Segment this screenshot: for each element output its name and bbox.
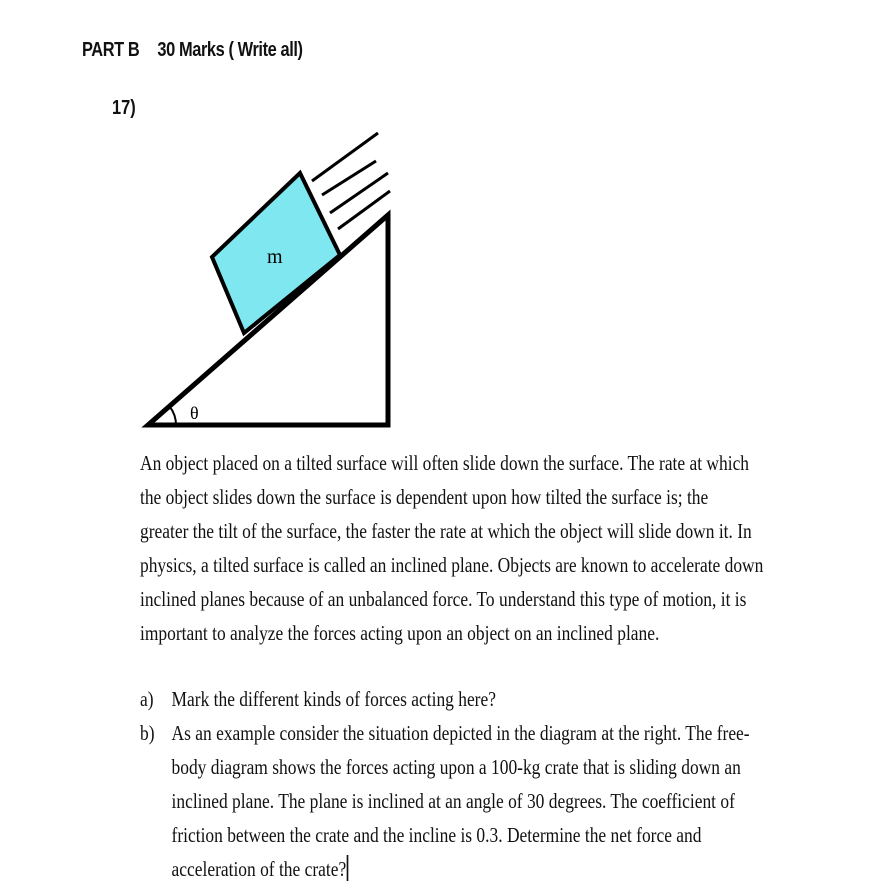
sub-question-line: friction between the crate and the incline is 0.3. Determine the net force and	[171, 823, 702, 847]
sub-question-a	[140, 682, 800, 716]
part-label: PART B	[82, 39, 140, 61]
sub-question-line: inclined plane. The plane is inclined at an angle of 30 degrees. The coefficient of	[171, 789, 735, 813]
mass-label: m	[267, 246, 283, 268]
question-paragraph	[140, 446, 800, 650]
angle-label: θ	[190, 403, 199, 423]
sub-question-b	[140, 716, 800, 886]
sub-question-line: body diagram shows the forces acting upon a 100-kg crate that is sliding down an	[171, 755, 741, 779]
text-cursor	[347, 855, 349, 881]
incline-diagram	[140, 125, 400, 435]
sub-question-text: acceleration of the crate?	[171, 857, 347, 881]
sub-question-line: As an example consider the situation depicted in the diagram at the right. The free-	[171, 721, 750, 745]
paragraph-line: inclined planes because of an unbalanced force. To understand this type of motion, it is	[140, 587, 747, 611]
question-number: 17)	[112, 97, 136, 119]
section-header	[82, 39, 303, 62]
marks-label: 30 Marks ( Write all)	[157, 39, 303, 61]
sub-question-line: Mark the different kinds of forces acting here?	[171, 687, 496, 711]
sub-questions	[140, 682, 800, 886]
paragraph-line: An object placed on a tilted surface will often slide down the surface. The rate at which	[140, 451, 750, 475]
paragraph-line: greater the tilt of the surface, the faster the rate at which the object will slide down it. In	[140, 519, 752, 543]
sub-question-line	[172, 852, 800, 886]
motion-lines-icon	[312, 133, 390, 229]
paragraph-line: the object slides down the surface is dependent upon how tilted the surface is; the	[140, 485, 709, 509]
sub-question-marker: b)	[140, 721, 155, 745]
paragraph-line: physics, a tilted surface is called an inclined plane. Objects are known to accelerate down	[140, 553, 764, 577]
paragraph-line: important to analyze the forces acting upon an object on an inclined plane.	[140, 621, 660, 645]
sub-question-marker: a)	[140, 687, 154, 711]
